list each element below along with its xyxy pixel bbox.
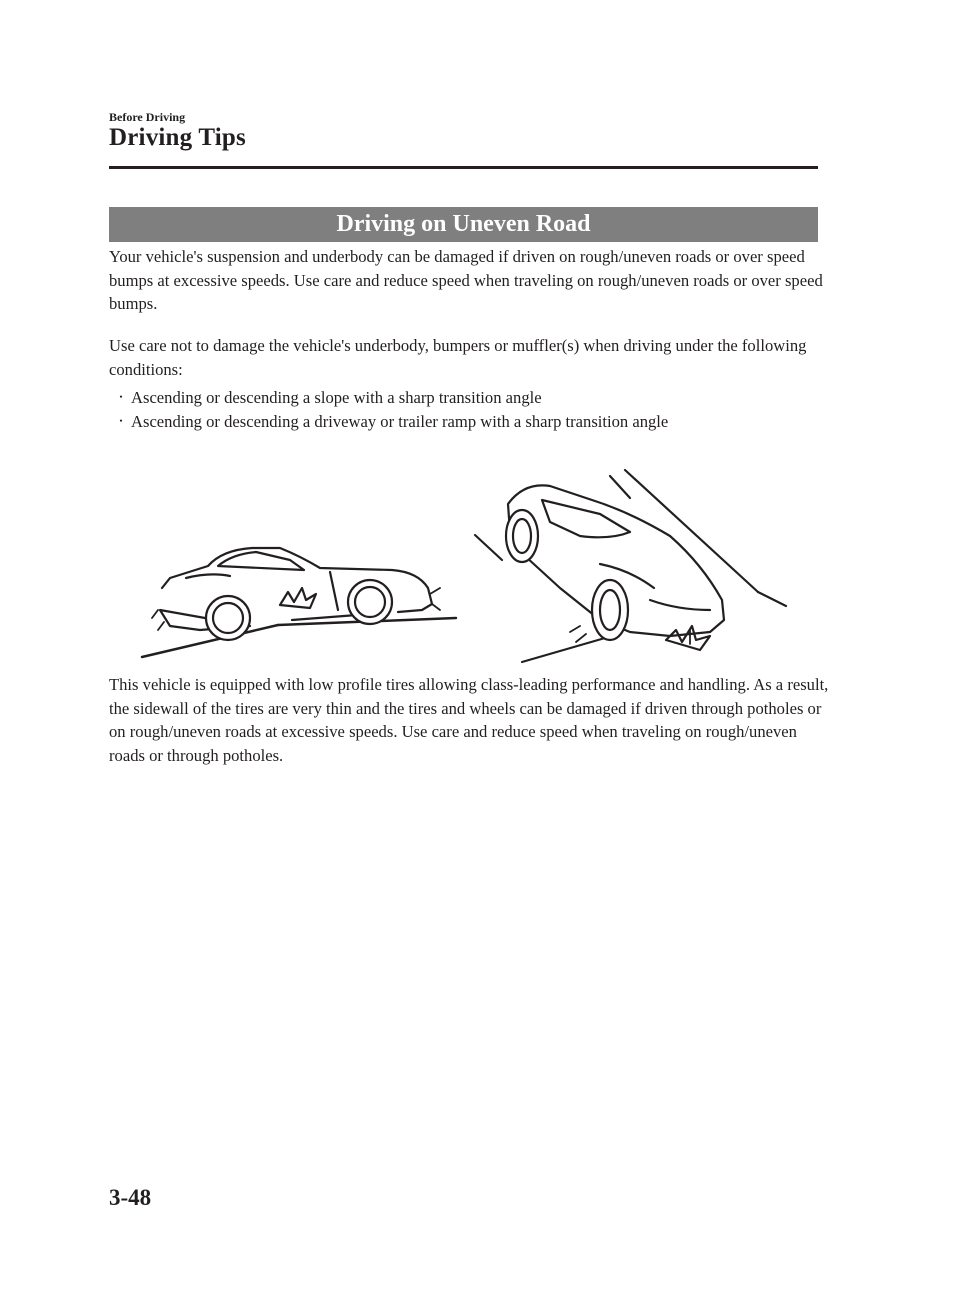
chapter-label: Before Driving (109, 110, 186, 124)
list-item (112, 386, 668, 410)
side-view-car-icon (142, 548, 456, 657)
section-title: Driving Tips (109, 124, 246, 151)
bullet-icon: ・ (115, 413, 128, 428)
list-item-text: Ascending or descending a slope with a sharp transition angle (131, 388, 542, 407)
intro-paragraph: Your vehicle's suspension and underbody can be damaged if driven on rough/uneven roads or over speed bumps at excessive speeds. Use care and reduce speed when traveling on rough/uneven roads or over speed bumps. (109, 247, 823, 313)
title-rule (109, 166, 818, 169)
subsection-heading: Driving on Uneven Road (109, 207, 818, 242)
list-item-text: Ascending or descending a driveway or trailer ramp with a sharp transition angle (131, 411, 669, 431)
page-number: 3-48 (109, 1185, 152, 1210)
bullet-icon: ・ (115, 390, 128, 404)
list-item (112, 410, 668, 434)
car-underbody-impact-illustration (130, 460, 800, 670)
conditions-paragraph: Use care not to damage the vehicle's underbody, bumpers or muffler(s) when driving under the following conditions: (109, 336, 807, 379)
conditions-list (112, 386, 668, 433)
tire-warning-paragraph: This vehicle is equipped with low profile tires allowing class-leading performance and handling. As a result, the sidewall of the tires are very thin and the tires and wheels can be damaged if driven through potholes or on rough/uneven roads at excessive speeds. Use care and reduce speed when traveling on rough/uneven roads or through potholes. (109, 675, 829, 765)
front-view-car-icon (475, 470, 786, 662)
